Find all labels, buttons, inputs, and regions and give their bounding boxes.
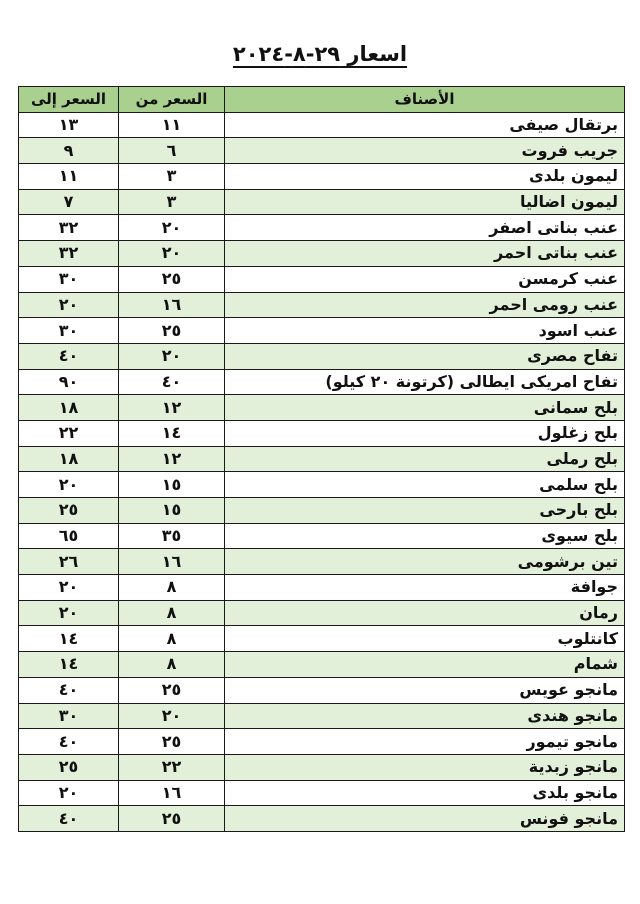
item-name-cell: مانجو زبدية	[225, 754, 625, 780]
price-from-cell: ١٢	[119, 446, 225, 472]
table-row	[19, 343, 625, 369]
price-from-cell: ١٢	[119, 395, 225, 421]
item-name-cell: بلح زغلول	[225, 420, 625, 446]
item-name-cell: عنب كرمسن	[225, 266, 625, 292]
table-row	[19, 729, 625, 755]
price-to-cell: ٢٦	[19, 549, 119, 575]
price-from-cell: ٨	[119, 652, 225, 678]
table-row	[19, 754, 625, 780]
table-body	[19, 112, 625, 831]
table-row	[19, 112, 625, 138]
price-from-cell: ٦	[119, 138, 225, 164]
price-from-cell: ٢٠	[119, 241, 225, 267]
table-row	[19, 523, 625, 549]
item-name-cell: مانجو فونس	[225, 806, 625, 832]
column-header-price-to: السعر إلى	[19, 87, 119, 113]
price-to-cell: ١٤	[19, 652, 119, 678]
price-from-cell: ٢٥	[119, 729, 225, 755]
price-to-cell: ٣٠	[19, 703, 119, 729]
price-to-cell: ٢٠	[19, 780, 119, 806]
column-header-price-from: السعر من	[119, 87, 225, 113]
item-name-cell: عنب رومى احمر	[225, 292, 625, 318]
item-name-cell: كانتلوب	[225, 626, 625, 652]
item-name-cell: مانجو بلدى	[225, 780, 625, 806]
price-to-cell: ٢٠	[19, 292, 119, 318]
price-to-cell: ١٣	[19, 112, 119, 138]
item-name-cell: تفاح مصرى	[225, 343, 625, 369]
price-to-cell: ٢٥	[19, 754, 119, 780]
item-name-cell: جوافة	[225, 575, 625, 601]
price-to-cell: ٤٠	[19, 677, 119, 703]
table-row	[19, 369, 625, 395]
price-from-cell: ٢٥	[119, 318, 225, 344]
table-row	[19, 575, 625, 601]
table-row	[19, 498, 625, 524]
table-row	[19, 241, 625, 267]
price-to-cell: ٧	[19, 189, 119, 215]
table-row	[19, 395, 625, 421]
price-from-cell: ١٥	[119, 472, 225, 498]
item-name-cell: بلح سلمى	[225, 472, 625, 498]
price-to-cell: ٩	[19, 138, 119, 164]
item-name-cell: مانجو عويس	[225, 677, 625, 703]
table-row	[19, 626, 625, 652]
price-to-cell: ٢٥	[19, 498, 119, 524]
item-name-cell: برتقال صيفى	[225, 112, 625, 138]
item-name-cell: بلح رملى	[225, 446, 625, 472]
item-name-cell: جريب فروت	[225, 138, 625, 164]
item-name-cell: بلح سمانى	[225, 395, 625, 421]
price-from-cell: ٤٠	[119, 369, 225, 395]
table-row	[19, 420, 625, 446]
price-from-cell: ١٦	[119, 549, 225, 575]
table-row	[19, 215, 625, 241]
price-to-cell: ٢٠	[19, 472, 119, 498]
price-to-cell: ٩٠	[19, 369, 119, 395]
item-name-cell: مانجو هندى	[225, 703, 625, 729]
price-to-cell: ٢٠	[19, 600, 119, 626]
price-to-cell: ٢٢	[19, 420, 119, 446]
table-row	[19, 292, 625, 318]
item-name-cell: عنب بناتى احمر	[225, 241, 625, 267]
column-header-item: الأصناف	[225, 87, 625, 113]
table-row	[19, 472, 625, 498]
price-from-cell: ٣	[119, 189, 225, 215]
price-from-cell: ٨	[119, 575, 225, 601]
item-name-cell: ليمون بلدى	[225, 164, 625, 190]
price-to-cell: ١٨	[19, 446, 119, 472]
table-row	[19, 600, 625, 626]
item-name-cell: تين برشومى	[225, 549, 625, 575]
item-name-cell: عنب بناتى اصفر	[225, 215, 625, 241]
price-from-cell: ٣٥	[119, 523, 225, 549]
price-to-cell: ٤٠	[19, 343, 119, 369]
item-name-cell: عنب اسود	[225, 318, 625, 344]
price-from-cell: ٢٠	[119, 215, 225, 241]
price-to-cell: ١٨	[19, 395, 119, 421]
item-name-cell: شمام	[225, 652, 625, 678]
table-row	[19, 703, 625, 729]
price-from-cell: ٢٥	[119, 806, 225, 832]
price-from-cell: ١٥	[119, 498, 225, 524]
price-from-cell: ٣	[119, 164, 225, 190]
price-table	[18, 86, 625, 832]
item-name-cell: تفاح امريكى ايطالى (كرتونة ٢٠ كيلو)	[225, 369, 625, 395]
table-row	[19, 446, 625, 472]
item-name-cell: بلح سيوى	[225, 523, 625, 549]
page-title-text: اسعار ٢٩-٨-٢٠٢٤	[232, 42, 408, 66]
price-from-cell: ٢٠	[119, 703, 225, 729]
price-from-cell: ٢٠	[119, 343, 225, 369]
table-row	[19, 318, 625, 344]
table-row	[19, 266, 625, 292]
price-from-cell: ١٦	[119, 780, 225, 806]
price-from-cell: ٨	[119, 600, 225, 626]
price-from-cell: ١٦	[119, 292, 225, 318]
price-from-cell: ٢٥	[119, 266, 225, 292]
item-name-cell: رمان	[225, 600, 625, 626]
price-to-cell: ٣٢	[19, 215, 119, 241]
table-row	[19, 138, 625, 164]
price-to-cell: ٦٥	[19, 523, 119, 549]
price-to-cell: ٣٠	[19, 318, 119, 344]
price-from-cell: ٢٢	[119, 754, 225, 780]
item-name-cell: مانجو تيمور	[225, 729, 625, 755]
price-to-cell: ٢٠	[19, 575, 119, 601]
table-row	[19, 189, 625, 215]
price-to-cell: ١١	[19, 164, 119, 190]
table-row	[19, 549, 625, 575]
table-row	[19, 677, 625, 703]
price-from-cell: ١٤	[119, 420, 225, 446]
price-to-cell: ٣٠	[19, 266, 119, 292]
price-from-cell: ٢٥	[119, 677, 225, 703]
table-row	[19, 164, 625, 190]
price-to-cell: ٤٠	[19, 806, 119, 832]
table-row	[19, 780, 625, 806]
price-to-cell: ٤٠	[19, 729, 119, 755]
item-name-cell: ليمون اضاليا	[225, 189, 625, 215]
price-to-cell: ٣٢	[19, 241, 119, 267]
price-from-cell: ١١	[119, 112, 225, 138]
table-row	[19, 806, 625, 832]
table-header-row	[19, 87, 625, 113]
price-to-cell: ١٤	[19, 626, 119, 652]
table-row	[19, 652, 625, 678]
item-name-cell: بلح بارحى	[225, 498, 625, 524]
price-from-cell: ٨	[119, 626, 225, 652]
page-title	[0, 40, 640, 68]
